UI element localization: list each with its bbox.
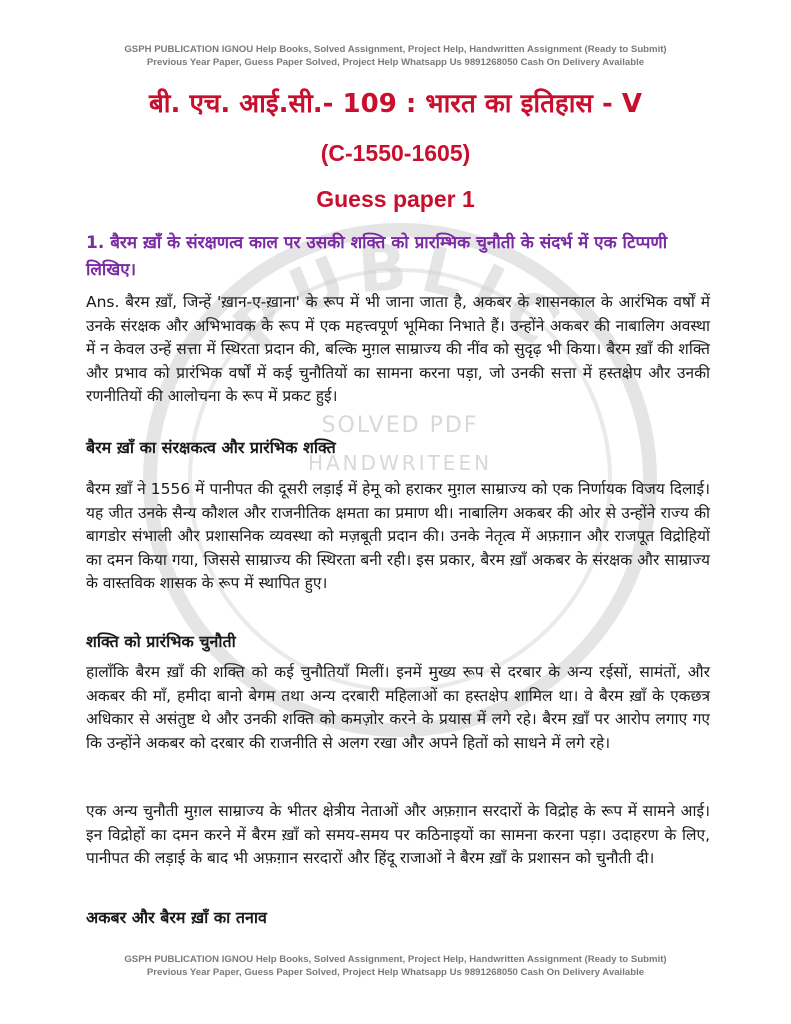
section-paragraph-challenge-1: हालाँकि बैरम ख़ाँ की शक्ति को कई चुनौतियाँ मिलीं। इनमें मुख्य रूप से दरबार के अन्य रईसों, सामंतों, और अकबर की माँ, हमीदा बानो बेगम तथा अन्य दरबारी महिलाओं का हस्तक्षेप शामिल था। वे बैरम ख़ाँ के एकछत्र अधिकार से असंतुष्ट थे और उनकी शक्ति को कमज़ोर करने के प्रयास में लगे रहे। बैरम ख़ाँ पर आरोप लगाए गए कि उन्होंने अकबर को दरबार की राजनीति से अलग रखा और अपने हितों को साधने में लगे रहे।	[86, 663, 710, 752]
question-text: 1. बैरम ख़ाँ के संरक्षणत्व काल पर उसकी शक्ति को प्रारम्भिक चुनौती के संदर्भ में एक टिप्पणी लिखिए।	[86, 233, 668, 280]
section-heading-tension: अकबर और बैरम ख़ाँ का तनाव	[86, 908, 267, 927]
watermark-line1: SOLVED PDF	[321, 413, 479, 438]
header-line-1: GSPH PUBLICATION IGNOU Help Books, Solved Assignment, Project Help, Handwritten Assignment (Ready to Submit)	[124, 44, 667, 55]
header-line-2: Previous Year Paper, Guess Paper Solved, Project Help Whatsapp Us 9891268050 Cash On Delivery Available	[146, 57, 645, 68]
footer-line-2: Previous Year Paper, Guess Paper Solved, Project Help Whatsapp Us 9891268050 Cash On Delivery Available	[146, 967, 645, 978]
watermark-line2: HANDWRITEEN	[307, 451, 493, 475]
section-heading-guardianship: बैरम ख़ाँ का संरक्षकत्व और प्रारंभिक शक्ति	[86, 438, 336, 457]
section-paragraph-guardianship: बैरम ख़ाँ ने 1556 में पानीपत की दूसरी लड़ाई में हेमू को हराकर मुग़ल साम्राज्य को एक निर्णायक विजय दिलाई। यह जीत उनके सैन्य कौशल और राजनीतिक क्षमता का प्रमाण थी। नाबालिग अकबर की ओर से उन्होंने राज्य की बागडोर संभाली और प्रशासनिक व्यवस्था को मज़बूती प्रदान की। उनके नेतृत्व में अफ़ग़ान और राजपूत विद्रोहियों का दमन किया गया, जिससे साम्राज्य की स्थिरता बनी रही। इस प्रकार, बैरम ख़ाँ अकबर के संरक्षक और साम्राज्य के वास्तविक शासक के रूप में स्थापित हुए।	[86, 480, 710, 592]
section-paragraph-challenge-2: एक अन्य चुनौती मुग़ल साम्राज्य के भीतर क्षेत्रीय नेताओं और अफ़ग़ान सरदारों के विद्रोह के रूप में सामने आई। इन विद्रोहों का दमन करने में बैरम ख़ाँ को समय-समय पर कठिनाइयों का सामना करना पड़ा। उदाहरण के लिए, पानीपत की लड़ाई के बाद भी अफ़ग़ान सरदारों और हिंदू राजाओं ने बैरम ख़ाँ के प्रशासन को चुनौती दी।	[86, 802, 710, 867]
page-title: बी. एच. आई.सी.- 109 : भारत का इतिहास - V	[148, 89, 643, 119]
section-heading-early-challenge: शक्ति को प्रारंभिक चुनौती	[86, 632, 236, 651]
guess-paper-title: Guess paper 1	[316, 186, 475, 212]
period-subtitle: (C-1550-1605)	[320, 140, 471, 166]
watermark-top-text: PUBLIC	[220, 230, 580, 367]
answer-intro-paragraph: Ans. बैरम ख़ाँ, जिन्हें 'ख़ान-ए-ख़ाना' के रूप में भी जाना जाता है, अकबर के शासनकाल के आरंभिक वर्षों में उनके संरक्षक और अभिभावक के रूप में एक महत्त्वपूर्ण भूमिका निभाते हैं। उन्होंने अकबर की नाबालिग अवस्था में न केवल उन्हें सत्ता में स्थिरता प्रदान की, बल्कि मुग़ल साम्राज्य की नींव को सुदृढ़ भी किया। बैरम ख़ाँ की शक्ति और प्रभाव को प्रारंभिक वर्षों में कई चुनौतियों का सामना करना पड़ा, जो उनकी सत्ता में हस्तक्षेप और उनकी रणनीतियों की आलोचना के रूप में प्रकट हुई।	[86, 293, 710, 405]
footer-line-1: GSPH PUBLICATION IGNOU Help Books, Solved Assignment, Project Help, Handwritten Assignment (Ready to Submit)	[124, 954, 667, 965]
